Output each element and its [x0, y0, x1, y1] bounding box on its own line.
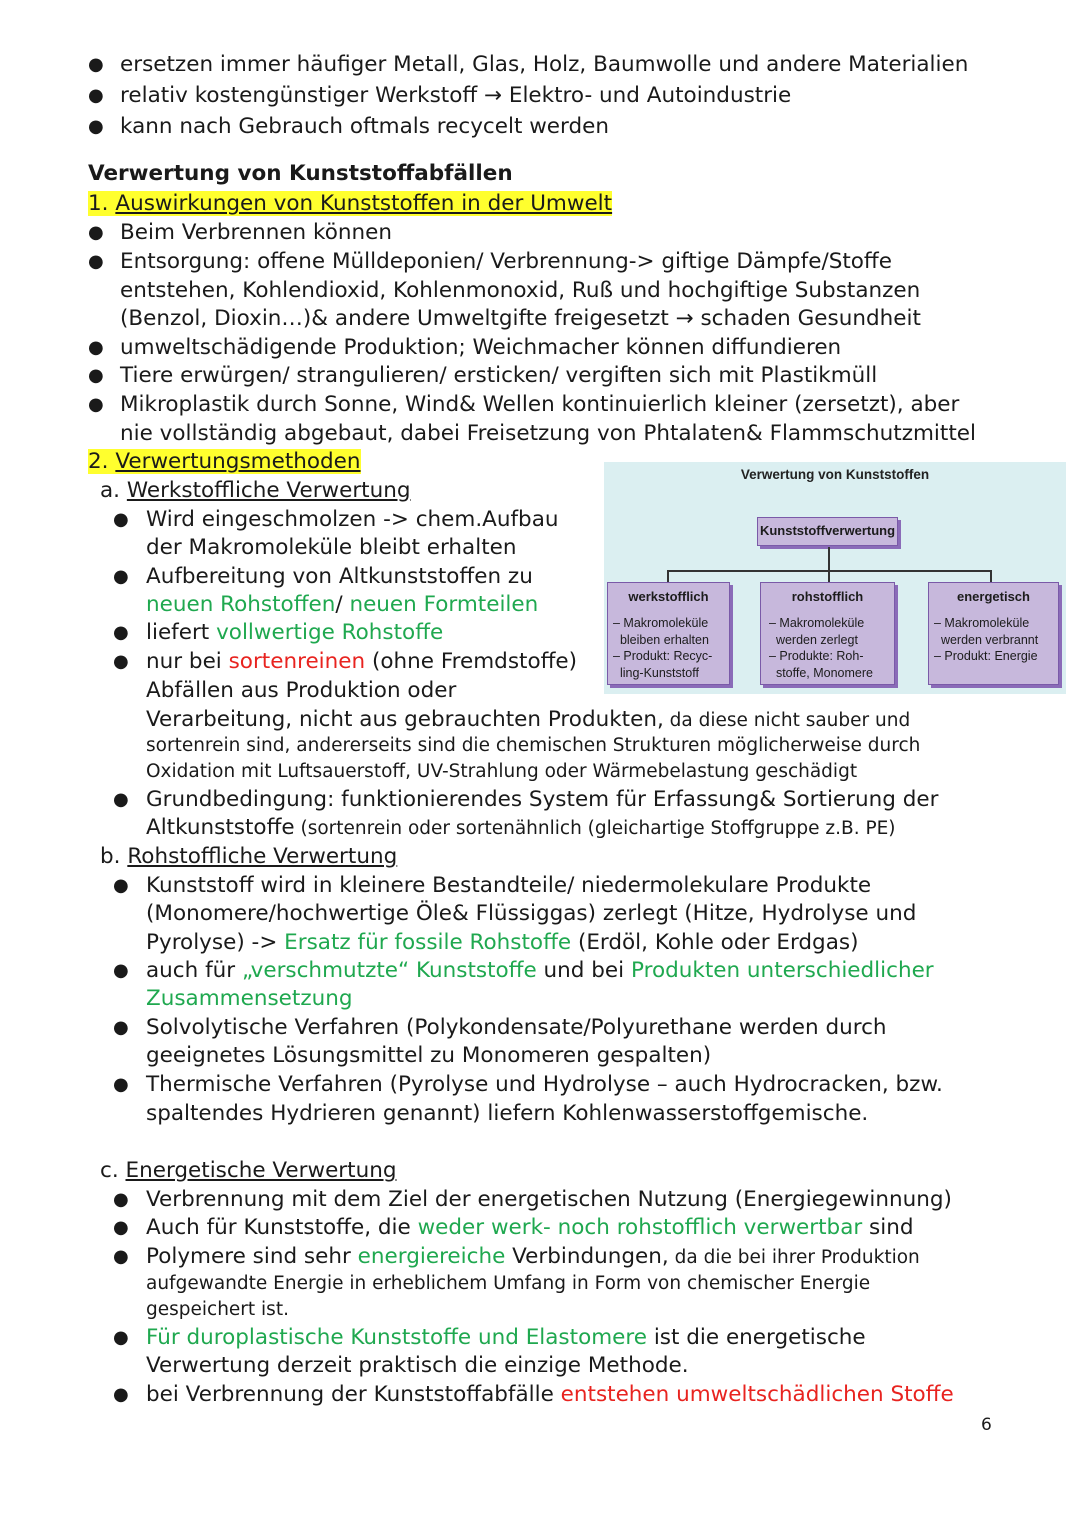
subheading-a-title: Werkstoffliche Verwertung: [126, 478, 411, 503]
a-line-4-green-2: neuen Formteilen: [349, 592, 539, 617]
impact-line-6: Tiere erwürgen/ strangulieren/ ersticken/ vergiften sich mit Plastikmüll: [120, 363, 878, 388]
bullet: ●: [88, 337, 104, 358]
diagram-box-rohstofflich: [760, 582, 895, 685]
b-line-4: [146, 957, 934, 985]
subheading-b: [100, 843, 397, 871]
diagram-root-box: [757, 517, 898, 546]
box-body: – Makromoleküle bleiben erhalten – Produkt: Recyc- ling-Kunststoff: [613, 616, 713, 680]
bullet: ●: [88, 222, 104, 243]
c-line-8-pre: bei Verbrennung der Kunststoffabfälle: [146, 1382, 561, 1407]
impact-line-1: Beim Verbrennen können: [120, 220, 392, 245]
b-line-6: Solvolytische Verfahren (Polykondensate/Polyurethane werden durch: [146, 1015, 887, 1040]
a-line-1: Wird eingeschmolzen -> chem.Aufbau: [146, 507, 559, 532]
c-line-2-green: weder werk- noch rohstofflich verwertbar: [417, 1215, 863, 1240]
b-line-3-post: (Erdöl, Kohle oder Erdgas): [571, 930, 859, 955]
section-title: Verwertung von Kunststoffabfällen: [88, 161, 513, 186]
subheading-b-letter: b.: [100, 844, 121, 869]
subheading-c: [100, 1157, 396, 1185]
bullet: ●: [113, 1327, 129, 1348]
heading-1: [88, 190, 612, 218]
c-line-6: [146, 1324, 866, 1352]
c-line-2-pre: Auch für Kunststoffe, die: [146, 1215, 418, 1240]
recycling-diagram: [604, 462, 1066, 694]
bullet: ●: [88, 116, 104, 137]
c-line-7: Verwertung derzeit praktisch die einzige Methode.: [146, 1353, 689, 1378]
bullet: ●: [113, 651, 129, 672]
b-line-3-green: Ersatz für fossile Rohstoffe: [284, 930, 572, 955]
bullet: ●: [113, 1074, 129, 1095]
a-line-5-green: vollwertige Rohstoffe: [216, 620, 444, 645]
b-line-4-green: „verschmutzte“ Kunststoffe: [241, 958, 537, 983]
c-line-8: [146, 1381, 954, 1409]
box-head: werkstofflich: [628, 589, 709, 604]
c-line-3-green: energiereiche: [357, 1244, 506, 1269]
c-line-5: gespeichert ist.: [146, 1299, 289, 1320]
b-line-3: [146, 929, 858, 957]
a-line-12-small: (sortenrein oder sortenähnlich (gleichartige Stoffgruppe z.B. PE): [294, 818, 896, 839]
connector-vertical: [828, 547, 830, 571]
bullet: ●: [88, 365, 104, 386]
heading-2-text: Verwertungsmethoden: [115, 449, 361, 474]
b-line-3-pre: Pyrolyse) ->: [146, 930, 285, 955]
a-line-5: [146, 619, 443, 647]
a-line-4-green-1: neuen Rohstoffen: [146, 592, 336, 617]
heading-1-number: 1.: [88, 191, 109, 216]
bullet: ●: [88, 54, 104, 75]
box-body: – Makromoleküle werden verbrannt – Produkt: Energie: [934, 616, 1039, 663]
c-line-2-post: sind: [862, 1215, 914, 1240]
b-line-4-pre: auch für: [146, 958, 242, 983]
b-line-7: geeignetes Lösungsmittel zu Monomeren gespalten): [146, 1043, 712, 1068]
bullet: ●: [113, 622, 129, 643]
b-line-8: Thermische Verfahren (Pyrolyse und Hydrolyse – auch Hydrocracken, bzw.: [146, 1072, 943, 1097]
b-line-1: Kunststoff wird in kleinere Bestandteile/ niedermolekulare Produkte: [146, 873, 872, 898]
c-line-3-pre: Polymere sind sehr: [146, 1244, 358, 1269]
subheading-b-title: Rohstoffliche Verwertung: [127, 844, 398, 869]
a-line-4: [146, 591, 538, 619]
diagram-title: Verwertung von Kunststoffen: [740, 467, 930, 482]
a-line-6-post: (ohne Fremdstoffe): [365, 649, 578, 674]
c-line-3-mid: Verbindungen,: [505, 1244, 669, 1269]
bullet: ●: [88, 394, 104, 415]
b-line-4-mid: und bei: [536, 958, 631, 983]
c-line-1: Verbrennung mit dem Ziel der energetischen Nutzung (Energiegewinnung): [146, 1187, 952, 1212]
box-head: energetisch: [957, 589, 1030, 604]
heading-1-text: Auswirkungen von Kunststoffen in der Umwelt: [115, 191, 613, 216]
c-line-3: [146, 1243, 920, 1272]
bullet: ●: [88, 85, 104, 106]
heading-2: [88, 448, 361, 476]
impact-line-7: Mikroplastik durch Sonne, Wind& Wellen kontinuierlich kleiner (zersetzt), aber: [120, 392, 960, 417]
a-line-9: sortenrein sind, andererseits sind die chemischen Strukturen möglicherweise durch: [146, 735, 921, 756]
a-line-12-main: Altkunststoffe: [146, 815, 295, 840]
c-line-2: [146, 1214, 914, 1242]
bullet: ●: [113, 1246, 129, 1267]
impact-line-3: entstehen, Kohlendioxid, Kohlenmonoxid, Ruß und hochgiftige Substanzen: [120, 278, 921, 303]
bullet: ●: [113, 960, 129, 981]
intro-line-1: ersetzen immer häufiger Metall, Glas, Holz, Baumwolle und andere Materialien: [120, 52, 969, 77]
a-line-8-small: da diese nicht sauber und: [663, 710, 911, 731]
bullet: ●: [88, 251, 104, 272]
impact-line-4: (Benzol, Dioxin…)& andere Umweltgifte freigesetzt → schaden Gesundheit: [120, 306, 921, 331]
b-line-2: (Monomere/hochwertige Öle& Flüssiggas) zerlegt (Hitze, Hydrolyse und: [146, 901, 917, 926]
a-line-6-pre: nur bei: [146, 649, 229, 674]
a-line-11: Grundbedingung: funktionierendes System für Erfassung& Sortierung der: [146, 787, 939, 812]
bullet: ●: [113, 789, 129, 810]
a-line-2: der Makromoleküle bleibt erhalten: [146, 535, 517, 560]
a-line-12: [146, 814, 896, 843]
bullet: ●: [113, 1017, 129, 1038]
a-line-8: [146, 706, 910, 735]
a-line-6-red: sortenreinen: [228, 649, 366, 674]
box-head: rohstofflich: [791, 589, 864, 604]
a-line-8-main: Verarbeitung, nicht aus gebrauchten Produkten,: [146, 707, 664, 732]
a-line-7: Abfällen aus Produktion oder: [146, 678, 457, 703]
c-line-6-green: Für duroplastische Kunststoffe und Elastomere: [146, 1325, 647, 1350]
bullet: ●: [113, 509, 129, 530]
page-number: 6: [981, 1415, 992, 1435]
bullet: ●: [113, 875, 129, 896]
b-line-4-green-2: Produkten unterschiedlicher: [630, 958, 934, 983]
a-line-4-sep: /: [335, 592, 350, 617]
box-body: – Makromoleküle werden zerlegt – Produkte: Roh- stoffe, Monomere: [769, 616, 873, 680]
subheading-a-letter: a.: [100, 478, 121, 503]
a-line-5-pre: liefert: [146, 620, 217, 645]
subheading-c-title: Energetische Verwertung: [125, 1158, 397, 1183]
intro-line-3: kann nach Gebrauch oftmals recycelt werden: [120, 114, 609, 139]
a-line-10: Oxidation mit Luftsauerstoff, UV-Strahlung oder Wärmebelastung geschädigt: [146, 761, 858, 782]
c-line-3-small: da die bei ihrer Produktion: [668, 1247, 920, 1268]
heading-2-number: 2.: [88, 449, 109, 474]
bullet: ●: [113, 1217, 129, 1238]
c-line-6-post: ist die energetische: [647, 1325, 866, 1350]
diagram-box-energetisch: [928, 582, 1059, 685]
impact-line-5: umweltschädigende Produktion; Weichmacher können diffundieren: [120, 335, 842, 360]
subheading-c-letter: c.: [100, 1158, 119, 1183]
bullet: ●: [113, 1384, 129, 1405]
impact-line-2: Entsorgung: offene Mülldeponien/ Verbrennung-> giftige Dämpfe/Stoffe: [120, 249, 892, 274]
b-line-9: spaltendes Hydrieren genannt) liefern Kohlenwasserstoffgemische.: [146, 1101, 869, 1126]
a-line-3: Aufbereitung von Altkunststoffen zu: [146, 564, 533, 589]
c-line-4: aufgewandte Energie in erheblichem Umfang in Form von chemischer Energie: [146, 1273, 871, 1294]
subheading-a: [100, 477, 411, 505]
c-line-8-red: entstehen umweltschädlichen Stoffe: [560, 1382, 954, 1407]
diagram-root-label: Kunststoffverwertung: [759, 523, 896, 538]
intro-line-2: relativ kostengünstiger Werkstoff → Elektro- und Autoindustrie: [120, 83, 792, 108]
a-line-6: [146, 648, 577, 676]
bullet: ●: [113, 566, 129, 587]
b-line-5: Zusammensetzung: [146, 986, 353, 1011]
diagram-box-werkstofflich: [607, 582, 730, 685]
bullet: ●: [113, 1189, 129, 1210]
impact-line-8: nie vollständig abgebaut, dabei Freisetzung von Phtalaten& Flammschutzmittel: [120, 421, 976, 446]
